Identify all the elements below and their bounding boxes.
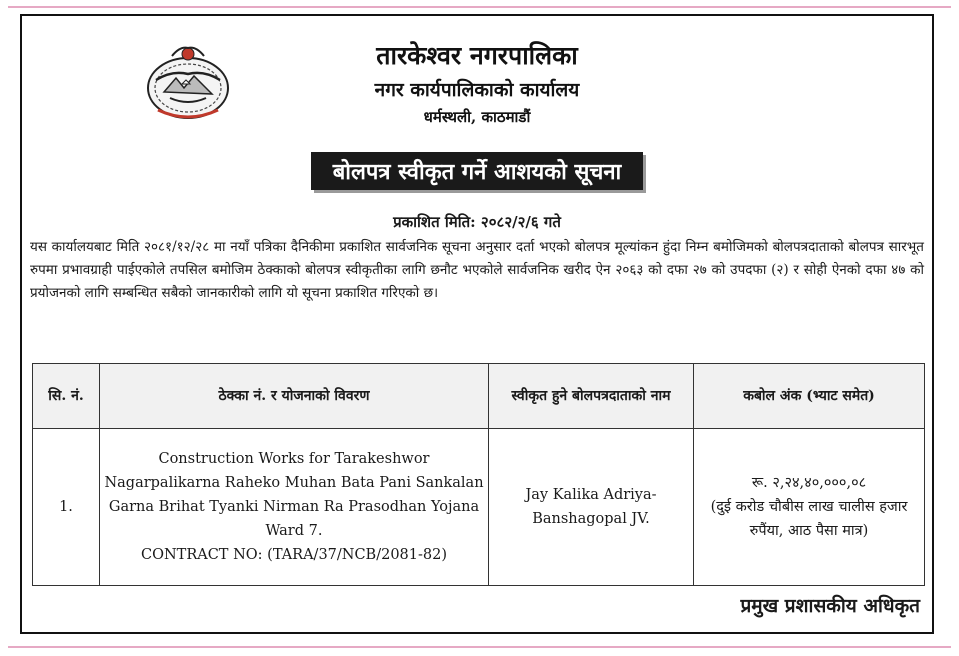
signatory-title: प्रमुख प्रशासकीय अधिकृत xyxy=(740,595,920,617)
notice-body: यस कार्यालयबाट मिति २०८१/१२/२८ मा नयाँ पत्रिका दैनिकीमा प्रकाशित सार्वजनिक सूचना अनुसार दर्ता भएको बोलपत्र मूल्यांकन हुंदा निम्न बमोजिमको बोलपत्रदाताको बोलपत्र सारभूत रुपमा प्रभावग्राही पाईएकोले तपसिल बमोजिम ठेक्काको बोलपत्र स्वीकृतीका लागि छनौट भएकोले सार्वजनिक खरीद ऐन २०६३ को दफा २७ को उपदफा (२) र सोही ऐनको दफा ४७ को प्रयोजनको लागि सम्बन्धित सबैको जानकारीको लागि यो सूचना प्रकाशित गरिएको छ। xyxy=(30,239,924,301)
row-bid-amount xyxy=(694,429,925,586)
contract-number: CONTRACT NO: (TARA/37/NCB/2081-82) xyxy=(140,547,448,563)
office-name: तारकेश्वर नगरपालिका xyxy=(376,41,578,70)
row-serial-number: 1. xyxy=(33,429,100,586)
accepted-bids-table xyxy=(32,363,925,586)
department-name: नगर कार्यपालिकाको कार्यालय xyxy=(374,79,580,101)
contract-description: Construction Works for Tarakeshwor Nagarpalikarna Raheko Muhan Bata Pani Sankalan Garna Brihat Tyanki Nirman Ra Prasodhan Yojana Ward 7. xyxy=(104,451,484,539)
table-header-row xyxy=(33,364,925,429)
header-serial-number: सि. नं. xyxy=(33,364,100,429)
row-bidder-name: Jay Kalika Adriya-Banshagopal JV. xyxy=(489,429,694,586)
amount-figure: रू. २,२४,४०,०००,०८ xyxy=(751,475,867,491)
office-location: धर्मस्थली, काठमाडौं xyxy=(423,108,531,126)
amount-in-words: (दुई करोड चौबीस लाख चालीस हजार रुपैंया, आठ पैसा मात्र) xyxy=(710,499,908,539)
header-bid-amount: कबोल अंक (भ्याट समेत) xyxy=(694,364,925,429)
bottom-divider xyxy=(8,646,951,648)
header-bidder-name: स्वीकृत हुने बोलपत्रदाताको नाम xyxy=(489,364,694,429)
notice-title-wrap xyxy=(22,152,932,190)
public-notice xyxy=(20,14,934,634)
table-row xyxy=(33,429,925,586)
notice-title: बोलपत्र स्वीकृत गर्ने आशयको सूचना xyxy=(311,152,644,190)
row-contract-details xyxy=(100,429,489,586)
header-contract-details: ठेक्का नं. र योजनाको विवरण xyxy=(100,364,489,429)
top-divider xyxy=(8,6,951,8)
published-date: प्रकाशित मिति: २०८२/२/६ गते xyxy=(393,213,561,231)
